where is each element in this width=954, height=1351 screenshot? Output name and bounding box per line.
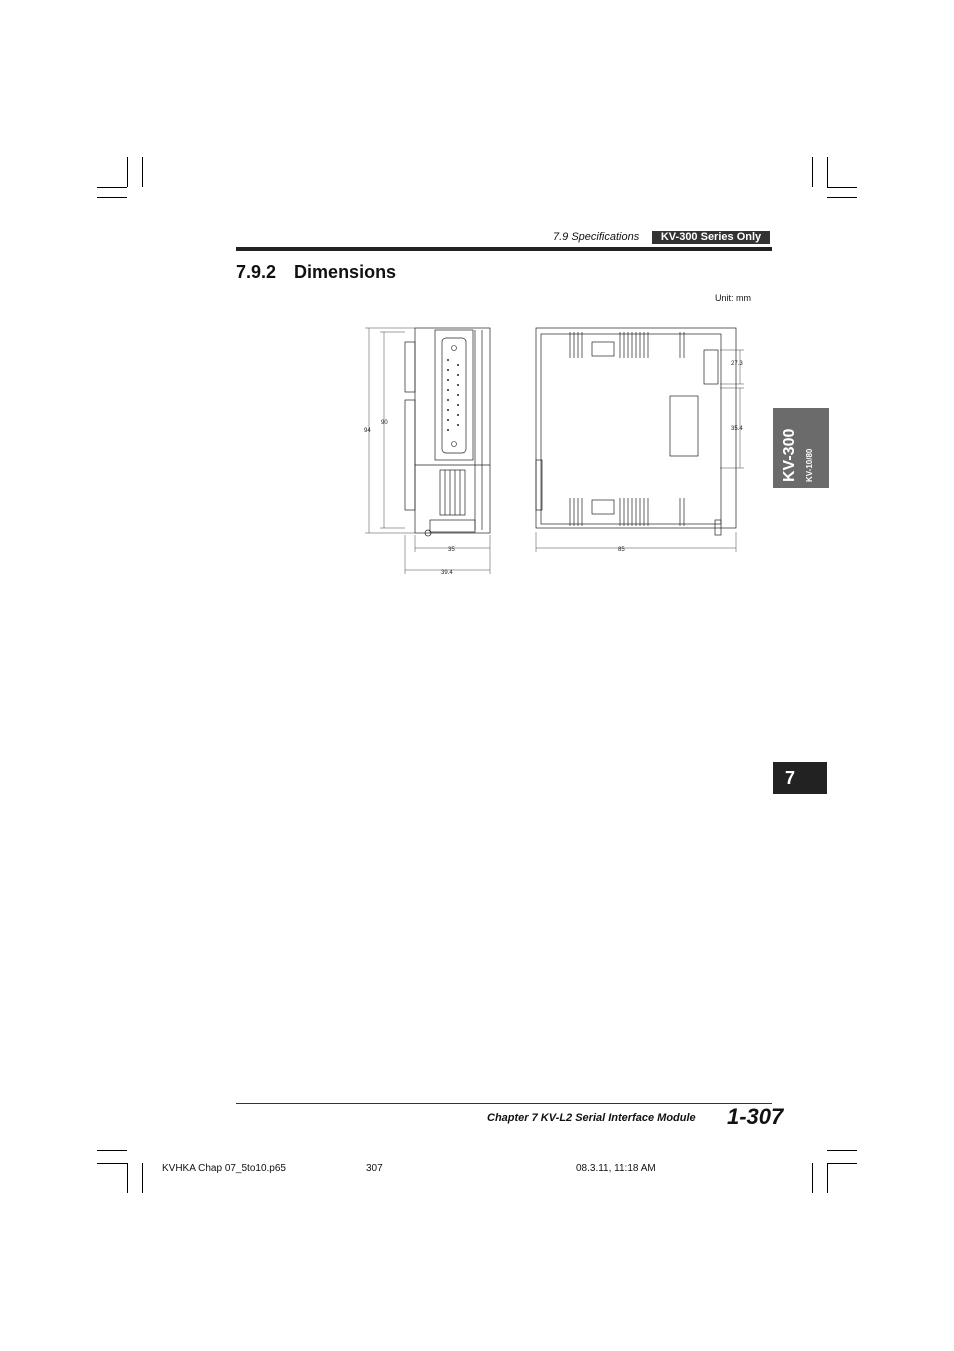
dim-94: 94 bbox=[364, 428, 371, 434]
dim-35-4: 35.4 bbox=[731, 426, 743, 432]
footer-rule bbox=[236, 1103, 772, 1104]
dimension-drawing bbox=[360, 320, 760, 580]
slug-date: 08.3.11, 11:18 AM bbox=[576, 1163, 656, 1174]
unit-label: Unit: mm bbox=[715, 293, 751, 303]
header-section-ref: 7.9 Specifications bbox=[553, 231, 640, 243]
side-tab-sub-label: KV-10/80 bbox=[805, 448, 814, 482]
side-view bbox=[536, 328, 736, 535]
dim-39-4: 39.4 bbox=[441, 570, 453, 576]
section-number: 7.9.2 bbox=[236, 262, 277, 282]
slug-page: 307 bbox=[366, 1163, 383, 1174]
footer-page-number: 1-307 bbox=[727, 1104, 784, 1129]
dim-35: 35 bbox=[448, 547, 455, 553]
section-heading: Dimensions bbox=[294, 262, 397, 282]
series-badge: KV-300 Series Only bbox=[652, 231, 770, 244]
footer-chapter-title: Chapter 7 KV-L2 Serial Interface Module bbox=[487, 1112, 696, 1124]
dim-85: 85 bbox=[618, 547, 625, 553]
side-tab-main-label: KV-300 bbox=[781, 428, 798, 482]
header-rule bbox=[236, 247, 772, 251]
series-side-tab bbox=[773, 408, 829, 488]
dimension-lines bbox=[365, 328, 744, 574]
dsub-connector-pins bbox=[447, 346, 459, 447]
slug-filename: KVHKA Chap 07_5to10.p65 bbox=[162, 1163, 286, 1174]
section-title bbox=[236, 262, 396, 283]
dim-27-3: 27.3 bbox=[731, 361, 743, 367]
chapter-tab: 7 bbox=[773, 762, 827, 794]
dim-90: 90 bbox=[381, 420, 388, 426]
